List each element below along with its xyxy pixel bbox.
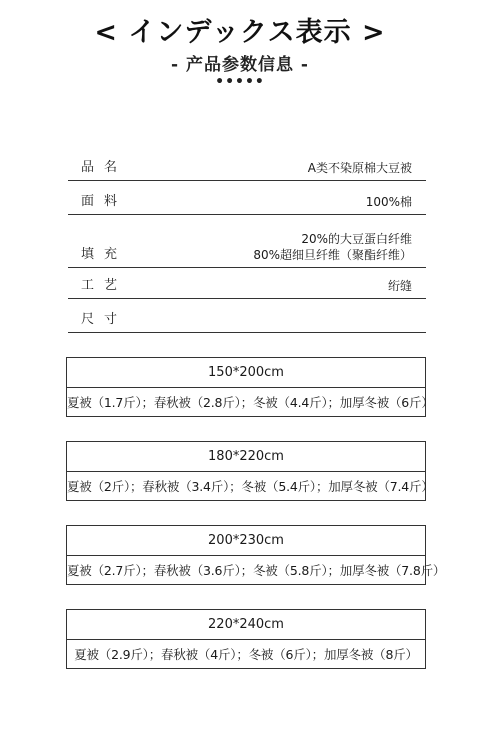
param-label: 品名	[81, 160, 128, 175]
page-subtitle: - 产品参数信息 -	[171, 55, 309, 75]
size-dimensions: 180*220cm	[67, 442, 425, 472]
decorative-dots: •••••	[215, 74, 265, 90]
size-box	[66, 357, 434, 417]
param-row-filling	[68, 222, 426, 268]
size-weights: 夏被（1.7斤）；春秋被（2.8斤）；冬被（4.4斤）；加厚冬被（6斤）	[67, 395, 434, 410]
size-box	[66, 441, 434, 501]
size-box	[66, 525, 446, 585]
param-value: A类不染原棉大豆被	[307, 161, 412, 175]
param-label: 工艺	[81, 278, 128, 293]
param-row-name	[68, 150, 426, 181]
param-value: 绗缝	[387, 279, 412, 293]
param-row-size	[68, 306, 426, 333]
size-weights: 夏被（2.7斤）；春秋被（3.6斤）；冬被（5.8斤）；加厚冬被（7.8斤）	[67, 563, 446, 578]
size-dimensions: 150*200cm	[67, 358, 425, 388]
param-label: 尺寸	[81, 312, 128, 327]
param-label: 填充	[81, 247, 128, 262]
param-row-fabric	[68, 186, 426, 215]
size-box	[66, 609, 426, 669]
size-weights: 夏被（2斤）；春秋被（3.4斤）；冬被（5.4斤）；加厚冬被（7.4斤）	[67, 479, 434, 494]
size-dimensions: 220*240cm	[67, 610, 425, 640]
param-value: 100%棉	[365, 195, 412, 209]
param-label: 面料	[81, 194, 128, 209]
param-row-craft	[68, 272, 426, 299]
param-value: 20%的大豆蛋白纤维 80%超细旦纤维（聚酯纤维）	[253, 232, 412, 262]
size-weights: 夏被（2.9斤）；春秋被（4斤）；冬被（6斤）；加厚冬被（8斤）	[74, 647, 418, 662]
size-dimensions: 200*230cm	[67, 526, 425, 556]
page-title: < インデックス表示 >	[94, 17, 386, 48]
